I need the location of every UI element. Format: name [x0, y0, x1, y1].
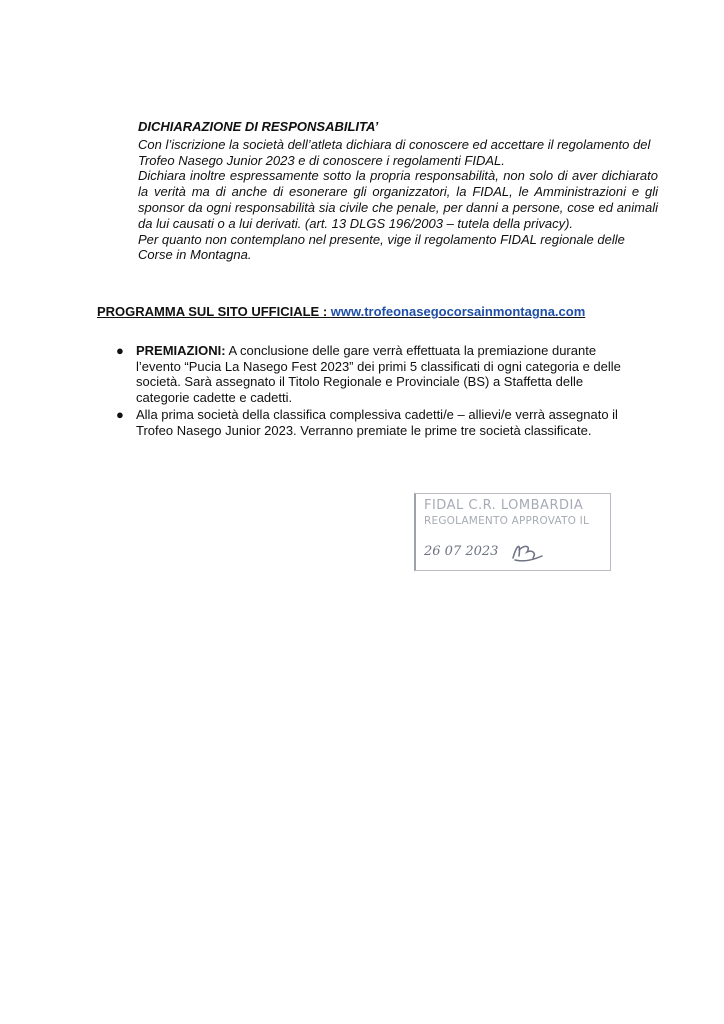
- list-item-text: Alla prima società della classifica complessiva cadetti/e – allievi/e verrà assegnato il Trofeo Nasego Junior 2023. Verranno premiate le prime tre società classificate.: [136, 407, 618, 438]
- program-line: [97, 304, 585, 319]
- stamp-approval-text: REGOLAMENTO APPROVATO IL: [424, 515, 590, 527]
- declaration-paragraph: Dichiara inoltre espressamente sotto la propria responsabilità, non solo di aver dichiarato la verità ma di anche di esonerare gli organizzatori, la FIDAL, le Amministrazioni e gli sponsor da ogni responsabilità sia civile che penale, per danni a persone, cose ed animali da lui causati o a lui derivati. (art. 13 DLGS 196/2003 – tutela della privacy).: [138, 168, 658, 231]
- declaration-title: DICHIARAZIONE DI RESPONSABILITA’: [138, 119, 379, 134]
- stamp-handwritten-date: 26 07 2023: [424, 544, 499, 559]
- declaration-paragraph: Per quanto non contemplano nel presente, vige il regolamento FIDAL regionale delle Corse in Montagna.: [138, 231, 625, 263]
- signature-icon: [509, 538, 545, 564]
- list-item-text: A conclusione delle gare verrà effettuata la premiazione durante l’evento “Pucia La Nasego Fest 2023” dei primi 5 classificati di ogni categoria e delle società. Sarà assegnato il Titolo Regionale e Provinciale (BS) a Staffetta delle categorie cadette e cadetti.: [136, 343, 621, 405]
- program-label: PROGRAMMA SUL SITO UFFICIALE :: [97, 304, 331, 319]
- approval-stamp: [414, 493, 611, 571]
- list-item-heading: PREMIAZIONI:: [136, 343, 226, 358]
- awards-list: [112, 343, 637, 441]
- list-item: [112, 407, 637, 438]
- declaration-paragraph: Con l’iscrizione la società dell’atleta dichiara di conoscere ed accettare il regolamento del Trofeo Nasego Junior 2023 e di conoscere i regolamenti FIDAL.: [138, 136, 651, 168]
- list-item: [112, 343, 637, 405]
- bullet-icon: ●: [116, 343, 124, 358]
- bullet-icon: ●: [116, 407, 124, 423]
- declaration-section: [138, 119, 658, 263]
- official-site-link[interactable]: www.trofeonasegocorsainmontagna.com: [330, 304, 586, 319]
- stamp-organization: FIDAL C.R. LOMBARDIA: [424, 498, 584, 513]
